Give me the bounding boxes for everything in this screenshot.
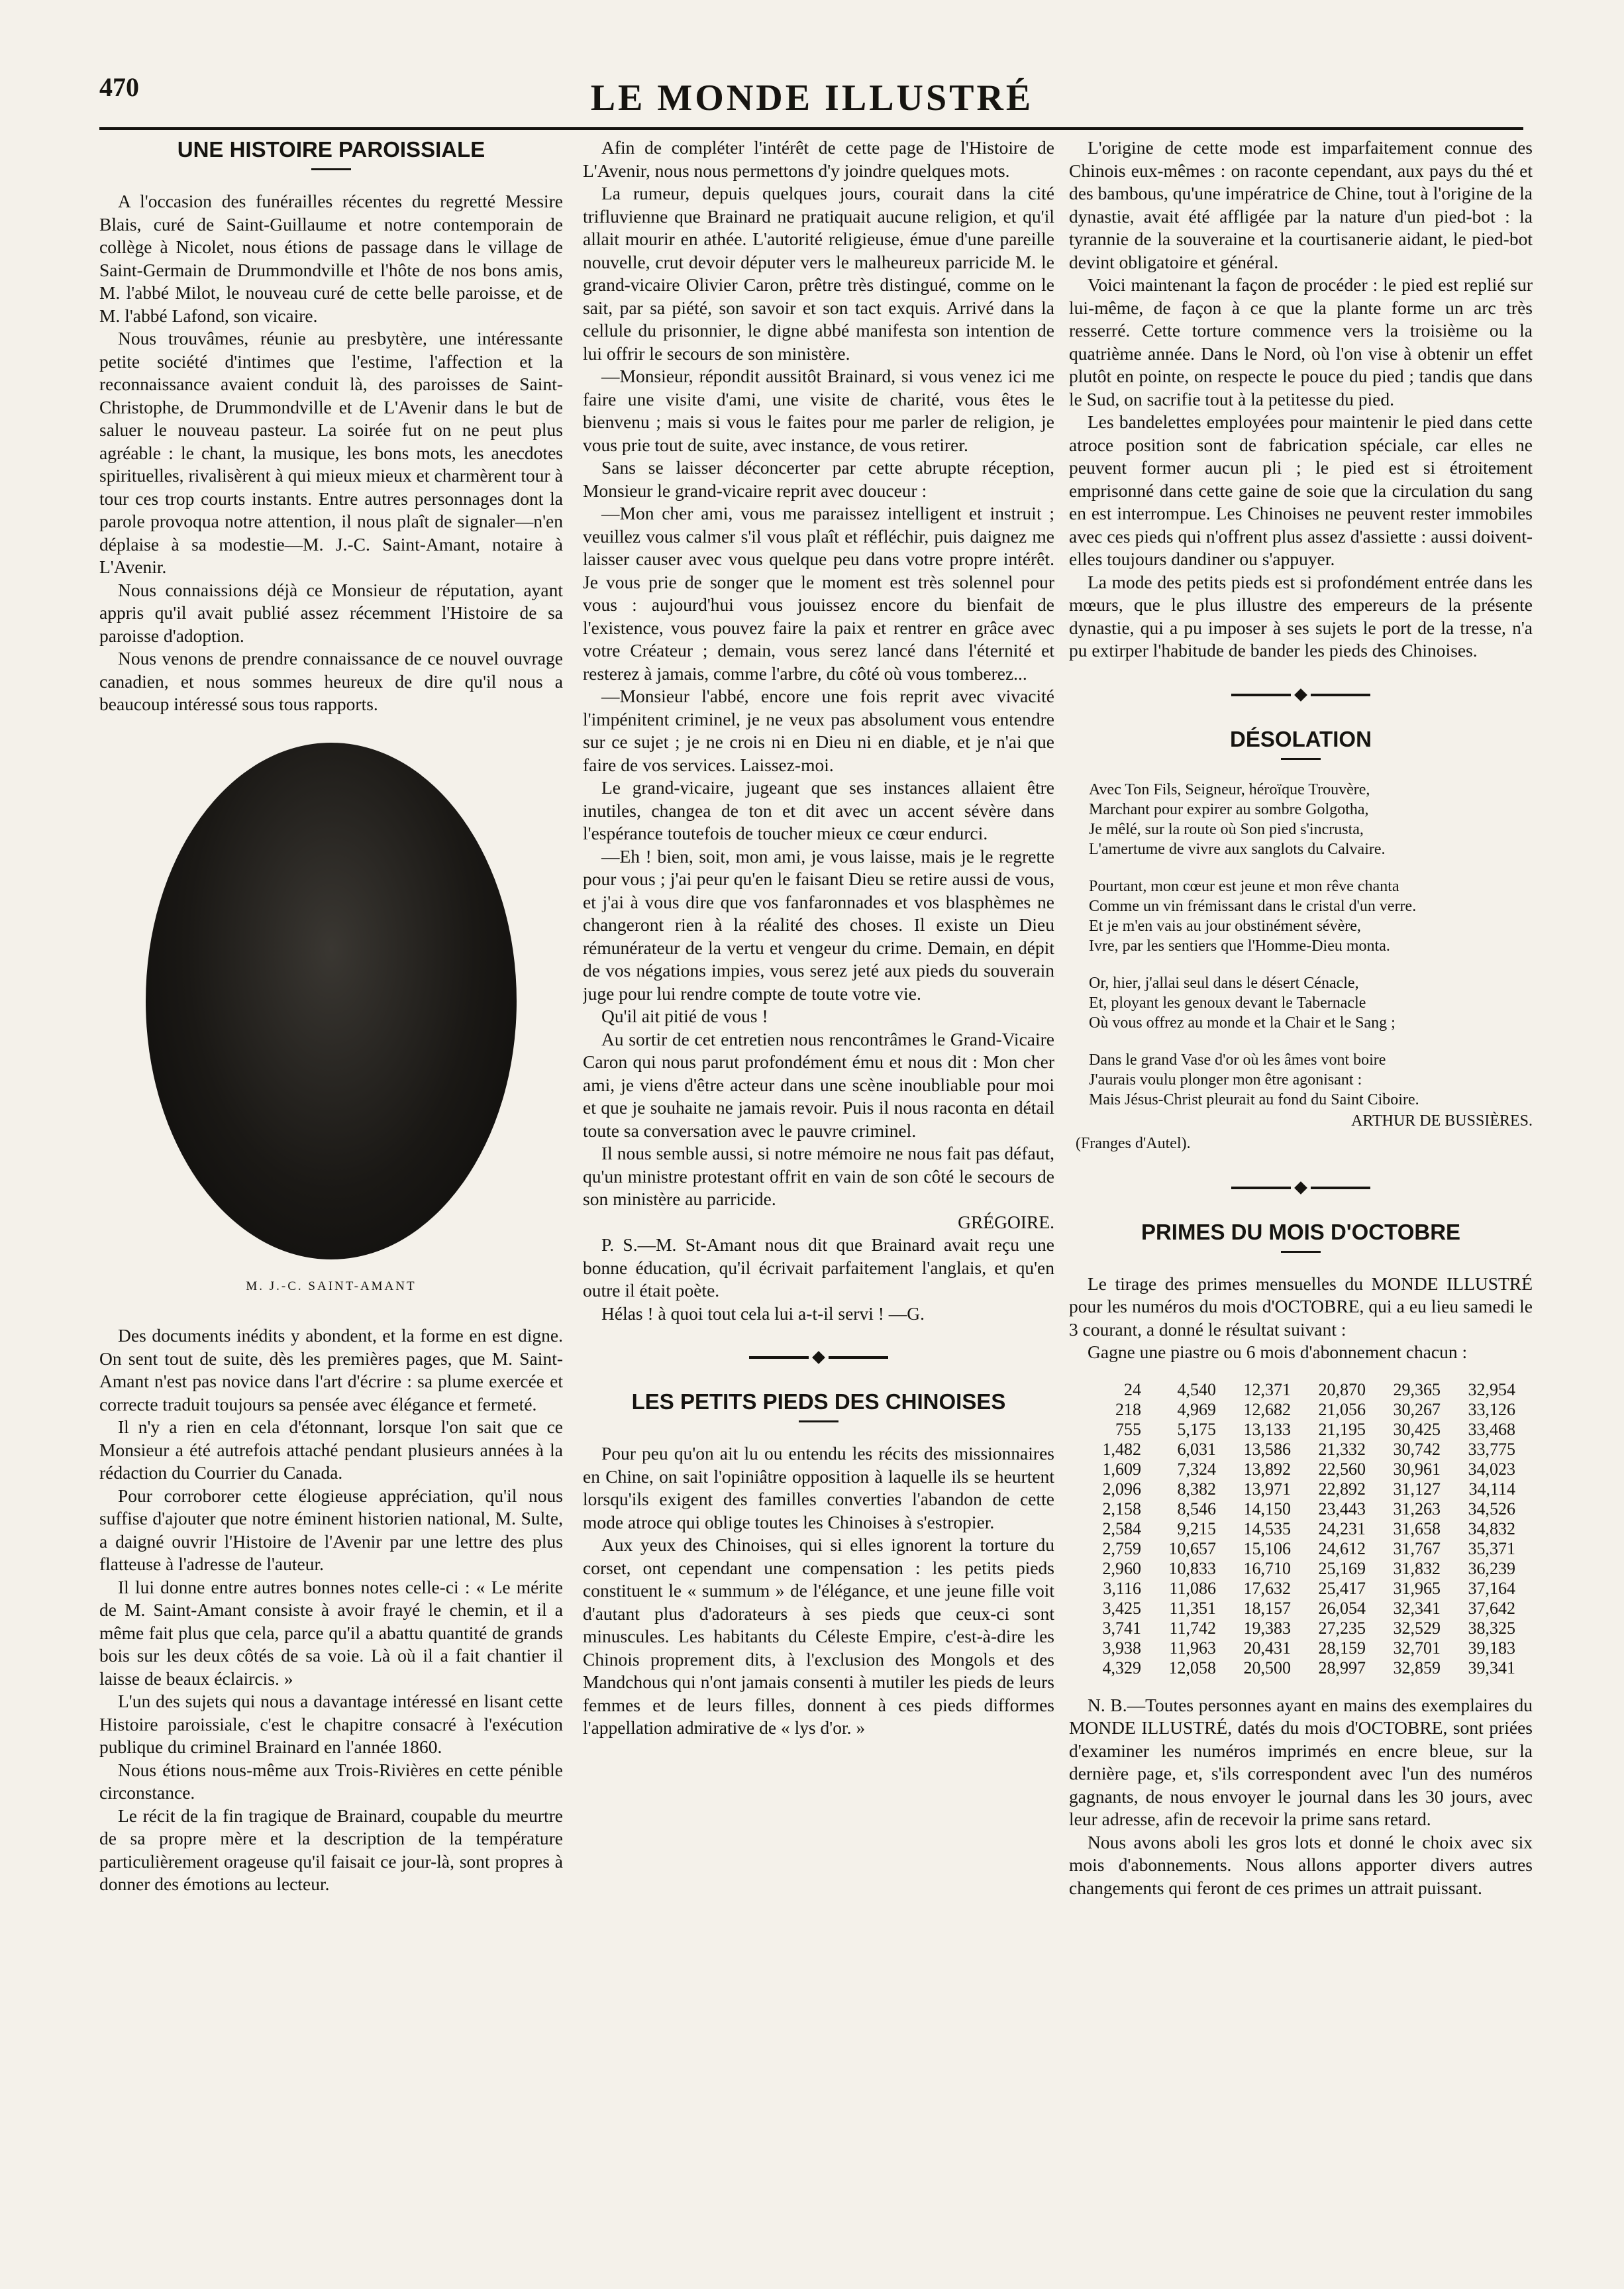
winning-number: 37,164 bbox=[1468, 1578, 1515, 1598]
histoire-para-b5: L'un des sujets qui nous a davantage intéressé en lisant cette Histoire paroissiale, c'est le chapitre consacré à l'exécution publique du criminel Brainard en l'année 1860. bbox=[99, 1691, 563, 1757]
winning-number: 32,859 bbox=[1393, 1658, 1441, 1677]
histoire-para-b14: Le grand-vicaire, jugeant que ses instances allaient être inutiles, changea de ton et dit avec un accent sévère dans l'espérance toutefois de toucher mieux ce cœur endurci. bbox=[583, 777, 1054, 843]
pieds-para-6: La mode des petits pieds est si profondément entrée dans les mœurs, que le plus illustre des empereurs de la présente dynastie, qui a pu imposer à ses sujets le port de la tresse, n'a pu extirper l'habitude de bander les pieds des Chinoises. bbox=[1069, 571, 1533, 661]
histoire-para-b3: Pour corroborer cette élogieuse appréciation, qu'il nous suffise d'ajouter que notre éminent historien national, M. Sulte, a daigné ouvrir l'Histoire de l'Avenir par une lettre des plus flatteuse à l'adresse de l'auteur. bbox=[99, 1485, 563, 1574]
poem-stanza-3 bbox=[1089, 973, 1533, 1033]
table-row bbox=[1085, 1559, 1522, 1579]
winning-number: 7,324 bbox=[1177, 1459, 1216, 1479]
winning-number: 30,742 bbox=[1393, 1439, 1441, 1459]
histoire-closing: Hélas ! à quoi tout cela lui a-t-il servi ! —G. bbox=[601, 1303, 925, 1324]
table-row bbox=[1085, 1420, 1522, 1440]
histoire-para-a4: Nous venons de prendre connaissance de ce nouvel ouvrage canadien, et nous sommes heureux de dire qu'il nous a beaucoup intéressé sous tous rapports. bbox=[99, 648, 563, 714]
table-row bbox=[1085, 1658, 1522, 1678]
page-number: 470 bbox=[99, 72, 139, 102]
histoire-title: UNE HISTOIRE PAROISSIALE bbox=[177, 137, 485, 162]
winning-number: 3,938 bbox=[1102, 1638, 1141, 1658]
winning-number: 218 bbox=[1115, 1399, 1141, 1419]
portrait-caption: M. J.-C. SAINT-AMANT bbox=[246, 1279, 417, 1293]
winning-number: 16,710 bbox=[1243, 1558, 1291, 1578]
winning-number: 23,443 bbox=[1318, 1499, 1366, 1518]
pieds-para-1: Pour peu qu'on ait lu ou entendu les récits des missionnaires en Chine, on sait l'opiniâtre opposition à laquelle ils se heurtent lorsqu'ils exigent des familles converties l'abandon de cette mode atroce qui oblige toutes les Chinoises à s'estropier. bbox=[583, 1443, 1054, 1532]
table-row bbox=[1085, 1499, 1522, 1519]
winning-number: 37,642 bbox=[1468, 1598, 1515, 1618]
winning-number: 22,892 bbox=[1318, 1479, 1366, 1499]
histoire-para-b7: Le récit de la fin tragique de Brainard, coupable du meurtre de sa propre mère et la description de la température particulièrement orageuse qu'il faisait ce jour-là, sont propres à donner des émotions au lecteur. bbox=[99, 1805, 563, 1894]
table-row bbox=[1085, 1440, 1522, 1460]
winning-number: 12,058 bbox=[1168, 1658, 1216, 1677]
winning-number: 33,126 bbox=[1468, 1399, 1515, 1419]
poem-line: Comme un vin frémissant dans le cristal d'un verre. bbox=[1089, 897, 1417, 915]
poem-source: (Franges d'Autel). bbox=[1076, 1135, 1191, 1152]
pieds-para-3: L'origine de cette mode est imparfaitement connue des Chinois eux-mêmes : on raconte cependant, aux pays du thé et des bambous, qu'une impératrice de Chine, tout à l'origine de la dynastie, avait été affligée par la nature d'un pied-bot : la tyrannie de la souveraine et la courtisanerie aidant, le pied-bot devint obligatoire et général. bbox=[1069, 137, 1533, 272]
winning-number: 20,500 bbox=[1243, 1658, 1291, 1677]
pieds-para-2: Aux yeux des Chinoises, qui si elles ignorent la torture du corset, ont cependant une compensation : les petits pieds constituent le « summum » de l'élégance, et une jeune fille voit d'autant plus d'adorateurs à ses pieds que ceux-ci sont minuscules. Les habitants du Céleste Empire, c'est-à-dire les Chinois proprement dits, à l'exclusion des Mongols et des Mandchous qui n'ont jamais consenti à mutiler les pieds de leurs femmes et de leurs filles, donnent à ces pieds difformes l'appellation admirative de « lys d'or. » bbox=[583, 1534, 1054, 1738]
winning-number: 26,054 bbox=[1318, 1598, 1366, 1618]
winning-number: 9,215 bbox=[1177, 1518, 1216, 1538]
winning-number: 33,775 bbox=[1468, 1439, 1515, 1459]
table-row bbox=[1085, 1539, 1522, 1559]
desolation-title: DÉSOLATION bbox=[1230, 726, 1372, 751]
winning-number: 24 bbox=[1123, 1379, 1141, 1399]
poem-line: J'aurais voulu plonger mon être agonisant : bbox=[1089, 1071, 1362, 1089]
histoire-para-b9: La rumeur, depuis quelques jours, courait dans la cité trifluvienne que Brainard ne pratiquait aucune religion, et qu'il allait mourir en athée. L'autorité religieuse, émue d'une pareille nouvelle, crut devoir députer vers le malheureux parricide M. le grand-vicaire Olivier Caron, prêtre très distingué, comme on le sait, par sa piété, son savoir et son tact exquis. Arrivé dans la cellule du prisonnier, le digne abbé manifesta son intention de lui offrir le secours de son ministère. bbox=[583, 183, 1054, 364]
header-rule bbox=[99, 127, 1523, 130]
winning-number: 13,892 bbox=[1243, 1459, 1291, 1479]
poem-line: Mais Jésus-Christ pleurait au fond du Saint Ciboire. bbox=[1089, 1091, 1419, 1108]
winning-number: 32,529 bbox=[1393, 1618, 1441, 1638]
winning-number: 15,106 bbox=[1243, 1538, 1291, 1558]
table-row bbox=[1085, 1400, 1522, 1420]
winning-number: 4,540 bbox=[1177, 1379, 1216, 1399]
winning-number: 28,159 bbox=[1318, 1638, 1366, 1658]
histoire-para-b4: Il lui donne entre autres bonnes notes celle-ci : « Le mérite de M. Saint-Amant consiste à avoir frayé le chemin, et il a même fait plus que cela, parce qu'il a abattu quantité de grands bois sur les deux côtés de sa voie. Là où il a fait chantier il laisse de beaux éclaircis. » bbox=[99, 1576, 563, 1689]
winning-number: 1,482 bbox=[1102, 1439, 1141, 1459]
winning-number: 755 bbox=[1115, 1419, 1141, 1439]
winning-number: 24,231 bbox=[1318, 1518, 1366, 1538]
table-row bbox=[1085, 1619, 1522, 1638]
winning-number: 4,969 bbox=[1177, 1399, 1216, 1419]
winning-number: 20,870 bbox=[1318, 1379, 1366, 1399]
winning-number: 39,341 bbox=[1468, 1658, 1515, 1677]
winning-number: 14,150 bbox=[1243, 1499, 1291, 1518]
column-3 bbox=[1069, 136, 1533, 2276]
pieds-para-4: Voici maintenant la façon de procéder : le pied est replié sur lui-même, de façon à ce que la plante forme un arc très resserré. Cette torture commence vers la troisième ou la quatrième année. Dans le Nord, où l'on vise à obtenir un effet plutôt en pointe, on respecte le pouce du pied ; tandis que dans le Sud, on sacrifie tout à la petitesse du pied. bbox=[1069, 274, 1533, 409]
winning-number: 31,263 bbox=[1393, 1499, 1441, 1518]
pieds-para-5: Les bandelettes employées pour maintenir le pied dans cette atroce position sont de fabrication spéciale, car elles ne peuvent former aucun pli ; le pied est si étroitement emprisonné dans cette gaine de soie que la circulation du sang en est interrompue. Les Chinoises ne peuvent rester immobiles avec ces pieds qui n'offrent plus assez d'assiette : aussi doivent-elles toujours dandiner ou s'appuyer. bbox=[1069, 411, 1533, 569]
winning-numbers-table bbox=[1085, 1380, 1522, 1678]
winning-number: 12,371 bbox=[1243, 1379, 1291, 1399]
winning-number: 30,425 bbox=[1393, 1419, 1441, 1439]
histoire-para-b8: Afin de compléter l'intérêt de cette page de l'Histoire de L'Avenir, nous nous permettons d'y joindre quelques mots. bbox=[583, 137, 1054, 181]
poem-line: Marchant pour expirer au sombre Golgotha, bbox=[1089, 800, 1369, 818]
winning-number: 31,127 bbox=[1393, 1479, 1441, 1499]
histoire-para-b16: Qu'il ait pitié de vous ! bbox=[601, 1006, 768, 1026]
section-ornament bbox=[1069, 1183, 1533, 1193]
winning-number: 28,997 bbox=[1318, 1658, 1366, 1677]
winning-number: 21,195 bbox=[1318, 1419, 1366, 1439]
winning-number: 21,332 bbox=[1318, 1439, 1366, 1459]
winning-number: 3,425 bbox=[1102, 1598, 1141, 1618]
column-1 bbox=[99, 136, 563, 2276]
poem-line: L'amertume de vivre aux sanglots du Calvaire. bbox=[1089, 840, 1386, 858]
winning-number: 18,157 bbox=[1243, 1598, 1291, 1618]
table-row bbox=[1085, 1479, 1522, 1499]
winning-number: 36,239 bbox=[1468, 1558, 1515, 1578]
winning-number: 6,031 bbox=[1177, 1439, 1216, 1459]
histoire-para-b15: —Eh ! bien, soit, mon ami, je vous laisse, mais je le regrette pour vous ; j'ai peur qu'en le faisant Dieu se retire aussi de vous, et j'ai à vous dire que vos fanfaronnades et vos blasphèmes ne changeront rien à la réalité des choses. Il existe un Dieu rémunérateur de la vertu et vengeur du crime. Demain, en dépit de vos négations impies, vous serez jeté aux pieds du souverain juge pour lui rendre compte de toute votre vie. bbox=[583, 845, 1054, 1004]
winning-number: 31,767 bbox=[1393, 1538, 1441, 1558]
winning-number: 12,682 bbox=[1243, 1399, 1291, 1419]
winning-number: 1,609 bbox=[1102, 1459, 1141, 1479]
winning-number: 13,133 bbox=[1243, 1419, 1291, 1439]
poem-stanza-1 bbox=[1089, 780, 1533, 859]
masthead: LE MONDE ILLUSTRÉ bbox=[590, 78, 1034, 119]
poem-line: Je mêlé, sur la route où Son pied s'incrusta, bbox=[1089, 820, 1364, 838]
histoire-para-b11: Sans se laisser déconcerter par cette abrupte réception, Monsieur le grand-vicaire reprit avec douceur : bbox=[583, 457, 1054, 501]
winning-number: 31,658 bbox=[1393, 1518, 1441, 1538]
table-row bbox=[1085, 1599, 1522, 1619]
section-ornament bbox=[583, 1353, 1054, 1362]
winning-number: 11,086 bbox=[1169, 1578, 1216, 1598]
winning-number: 13,586 bbox=[1243, 1439, 1291, 1459]
title-underline bbox=[311, 168, 351, 170]
poem-author: ARTHUR DE BUSSIÈRES. bbox=[1351, 1112, 1533, 1130]
poem-stanza-4 bbox=[1089, 1050, 1533, 1110]
winning-number: 34,114 bbox=[1468, 1479, 1515, 1499]
winning-number: 20,431 bbox=[1243, 1638, 1291, 1658]
winning-number: 2,584 bbox=[1102, 1518, 1141, 1538]
title-underline bbox=[1281, 758, 1321, 760]
primes-intro: Le tirage des primes mensuelles du MONDE ILLUSTRÉ pour les numéros du mois d'OCTOBRE, qui a eu lieu samedi le 3 courant, a donné le résultat suivant : bbox=[1069, 1273, 1533, 1340]
primes-note: N. B.—Toutes personnes ayant en mains des exemplaires du MONDE ILLUSTRÉ, datés du mois d'OCTOBRE, sont priées d'examiner les numéros imprimés en encre bleue, sur la dernière page, et, s'ils correspondent avec l'un des numéros gagnants, de nous envoyer le journal dans les 30 jours, avec leur adresse, afin de recevoir la prime sans retard. bbox=[1069, 1694, 1533, 1829]
pieds-title: LES PETITS PIEDS DES CHINOISES bbox=[631, 1389, 1006, 1414]
poem-stanza-2 bbox=[1089, 877, 1533, 956]
portrait-photo bbox=[146, 743, 517, 1259]
table-row bbox=[1085, 1519, 1522, 1539]
winning-number: 8,382 bbox=[1177, 1479, 1216, 1499]
winning-number: 30,961 bbox=[1393, 1459, 1441, 1479]
winning-number: 31,832 bbox=[1393, 1558, 1441, 1578]
primes-prize: Gagne une piastre ou 6 mois d'abonnement chacun : bbox=[1088, 1342, 1468, 1362]
histoire-para-b10: —Monsieur, répondit aussitôt Brainard, si vous venez ici me faire une visite d'ami, une visite de charité, vous êtes le bienvenu ; mais si vous le faites pour me parler de religion, je vous prie tout de suite, avec instance, de vous retirer. bbox=[583, 366, 1054, 455]
poem-line: Avec Ton Fils, Seigneur, héroïque Trouvère, bbox=[1089, 780, 1370, 798]
winning-number: 10,833 bbox=[1168, 1558, 1216, 1578]
column-2 bbox=[583, 136, 1054, 2276]
histoire-para-b18: Il nous semble aussi, si notre mémoire ne nous fait pas défaut, qu'un ministre protestant offrit en vain de son côté le secours de son ministère au parricide. bbox=[583, 1143, 1054, 1209]
winning-number: 2,759 bbox=[1102, 1538, 1141, 1558]
poem-line: Où vous offrez au monde et la Chair et le Sang ; bbox=[1089, 1014, 1396, 1032]
winning-number: 34,526 bbox=[1468, 1499, 1515, 1518]
winning-number: 3,116 bbox=[1103, 1578, 1141, 1598]
winning-number: 3,741 bbox=[1102, 1618, 1141, 1638]
histoire-para-b12: —Mon cher ami, vous me paraissez intelligent et instruit ; veuillez vous calmer s'il vous plaît et réfléchir, puis daignez me laisser causer avec vous quelque peu dans votre propre intérêt. Je vous prie de songer que le moment est très solennel pour vous : aujourd'hui vous jouissez encore du bienfait de l'existence, vous pouvez faire la paix et rentrer en grâce avec votre Créateur ; demain, vous serez lancé dans l'éternité et resterez à jamais, comme l'arbre, du côté où vous tomberez... bbox=[583, 503, 1054, 684]
histoire-para-b6: Nous étions nous-même aux Trois-Rivières en cette pénible circonstance. bbox=[99, 1759, 563, 1803]
histoire-para-b1: Des documents inédits y abondent, et la forme en est digne. On sent tout de suite, dès les premières pages, que M. Saint-Amant n'est pas novice dans l'art d'écrire : sa plume exercée et correcte traduit toujours sa pensée avec élégance et fermeté. bbox=[99, 1325, 563, 1414]
winning-number: 17,632 bbox=[1243, 1578, 1291, 1598]
histoire-para-a3: Nous connaissions déjà ce Monsieur de réputation, ayant appris qu'il avait publié assez récemment l'Histoire de sa paroisse d'adoption. bbox=[99, 579, 563, 646]
winning-number: 8,546 bbox=[1177, 1499, 1216, 1518]
histoire-para-b13: —Monsieur l'abbé, encore une fois reprit avec vivacité l'impénitent criminel, je ne veux pas absolument vous entendre sur ce sujet ; je ne crois ni en Dieu ni en diable, et je n'ai que faire de vos services. Laissez-moi. bbox=[583, 686, 1054, 775]
table-row bbox=[1085, 1579, 1522, 1599]
primes-title: PRIMES DU MOIS D'OCTOBRE bbox=[1141, 1219, 1461, 1244]
poem-line: Et, ployant les genoux devant le Tabernacle bbox=[1089, 994, 1366, 1012]
winning-number: 29,365 bbox=[1393, 1379, 1441, 1399]
winning-number: 35,371 bbox=[1468, 1538, 1515, 1558]
winning-number: 2,158 bbox=[1102, 1499, 1141, 1518]
winning-number: 11,351 bbox=[1169, 1598, 1216, 1618]
winning-number: 34,832 bbox=[1468, 1518, 1515, 1538]
winning-number: 34,023 bbox=[1468, 1459, 1515, 1479]
section-ornament bbox=[1069, 690, 1533, 700]
histoire-para-a1: A l'occasion des funérailles récentes du regretté Messire Blais, curé de Saint-Guillaume et notre contemporain de collège à Nicolet, nous étions de passage dans le village de Saint-Germain de Drummondville et l'hôte de nos bons amis, M. l'abbé Milot, le nouveau curé de cette belle paroisse, et de M. l'abbé Lafond, son vicaire. bbox=[99, 191, 563, 326]
winning-number: 39,183 bbox=[1468, 1638, 1515, 1658]
histoire-para-a2: Nous trouvâmes, réunie au presbytère, une intéressante petite société d'intimes que l'estime, l'affection et la reconnaissance avaient conduit là, des paroisses de Saint-Christophe, de Drummondville et de L'Avenir dans le but de saluer le nouveau pasteur. La soirée fut on ne peut plus agréable : le chant, la musique, les bons mots, les anecdotes spirituelles, rivalisèrent à qui mieux mieux et charmèrent tour à tour ces trop courts instants. Entre autres personnages dont la parole provoqua notre attention, il nous plaît de signaler—n'en déplaise à sa modestie—M. J.-C. Saint-Amant, notaire à L'Avenir. bbox=[99, 328, 563, 577]
table-row bbox=[1085, 1460, 1522, 1479]
title-underline bbox=[799, 1420, 838, 1422]
winning-number: 14,535 bbox=[1243, 1518, 1291, 1538]
winning-number: 32,954 bbox=[1468, 1379, 1515, 1399]
winning-number: 10,657 bbox=[1168, 1538, 1216, 1558]
winning-number: 25,417 bbox=[1318, 1578, 1366, 1598]
winning-number: 2,960 bbox=[1102, 1558, 1141, 1578]
winning-number: 21,056 bbox=[1318, 1399, 1366, 1419]
histoire-signature: GRÉGOIRE. bbox=[958, 1211, 1054, 1232]
histoire-para-b2: Il n'y a rien en cela d'étonnant, lorsque l'on sait que ce Monsieur a été autrefois attaché pendant plusieurs années à la rédaction du Courrier du Canada. bbox=[99, 1416, 563, 1483]
histoire-para-b17: Au sortir de cet entretien nous rencontrâmes le Grand-Vicaire Caron qui nous parut profondément ému et nous dit : Mon cher ami, je viens d'être acteur dans une scène inoubliable pour moi et que je souhaite ne jamais revoir. Puis il nous raconta en détail toute sa conversation avec le pauvre criminel. bbox=[583, 1028, 1054, 1141]
winning-number: 22,560 bbox=[1318, 1459, 1366, 1479]
poem-line: Pourtant, mon cœur est jeune et mon rêve chanta bbox=[1089, 877, 1399, 895]
winning-number: 19,383 bbox=[1243, 1618, 1291, 1638]
winning-number: 11,963 bbox=[1169, 1638, 1216, 1658]
poem-line: Et je m'en vais au jour obstinément sévère, bbox=[1089, 917, 1361, 935]
winning-number: 32,701 bbox=[1393, 1638, 1441, 1658]
winning-number: 27,235 bbox=[1318, 1618, 1366, 1638]
winning-number: 24,612 bbox=[1318, 1538, 1366, 1558]
table-row bbox=[1085, 1380, 1522, 1400]
winning-number: 2,096 bbox=[1102, 1479, 1141, 1499]
title-underline bbox=[1281, 1251, 1321, 1253]
table-row bbox=[1085, 1638, 1522, 1658]
poem-line: Or, hier, j'allai seul dans le désert Cénacle, bbox=[1089, 974, 1359, 992]
winning-number: 32,341 bbox=[1393, 1598, 1441, 1618]
winning-number: 38,325 bbox=[1468, 1618, 1515, 1638]
poem-line: Ivre, par les sentiers que l'Homme-Dieu monta. bbox=[1089, 937, 1390, 955]
primes-closing: Nous avons aboli les gros lots et donné le choix avec six mois d'abonnements. Nous allons apporter divers autres changements qui feront de ces primes un attrait puissant. bbox=[1069, 1831, 1533, 1898]
winning-number: 30,267 bbox=[1393, 1399, 1441, 1419]
winning-number: 25,169 bbox=[1318, 1558, 1366, 1578]
winning-number: 33,468 bbox=[1468, 1419, 1515, 1439]
winning-number: 31,965 bbox=[1393, 1578, 1441, 1598]
winning-number: 11,742 bbox=[1169, 1618, 1216, 1638]
winning-number: 4,329 bbox=[1102, 1658, 1141, 1677]
winning-number: 5,175 bbox=[1177, 1419, 1216, 1439]
histoire-postscript: P. S.—M. St-Amant nous dit que Brainard avait reçu une bonne éducation, qu'il écrivait parfaitement l'anglais, et qu'en outre il était poète. bbox=[583, 1234, 1054, 1301]
winning-number: 13,971 bbox=[1243, 1479, 1291, 1499]
poem-line: Dans le grand Vase d'or où les âmes vont boire bbox=[1089, 1051, 1386, 1069]
